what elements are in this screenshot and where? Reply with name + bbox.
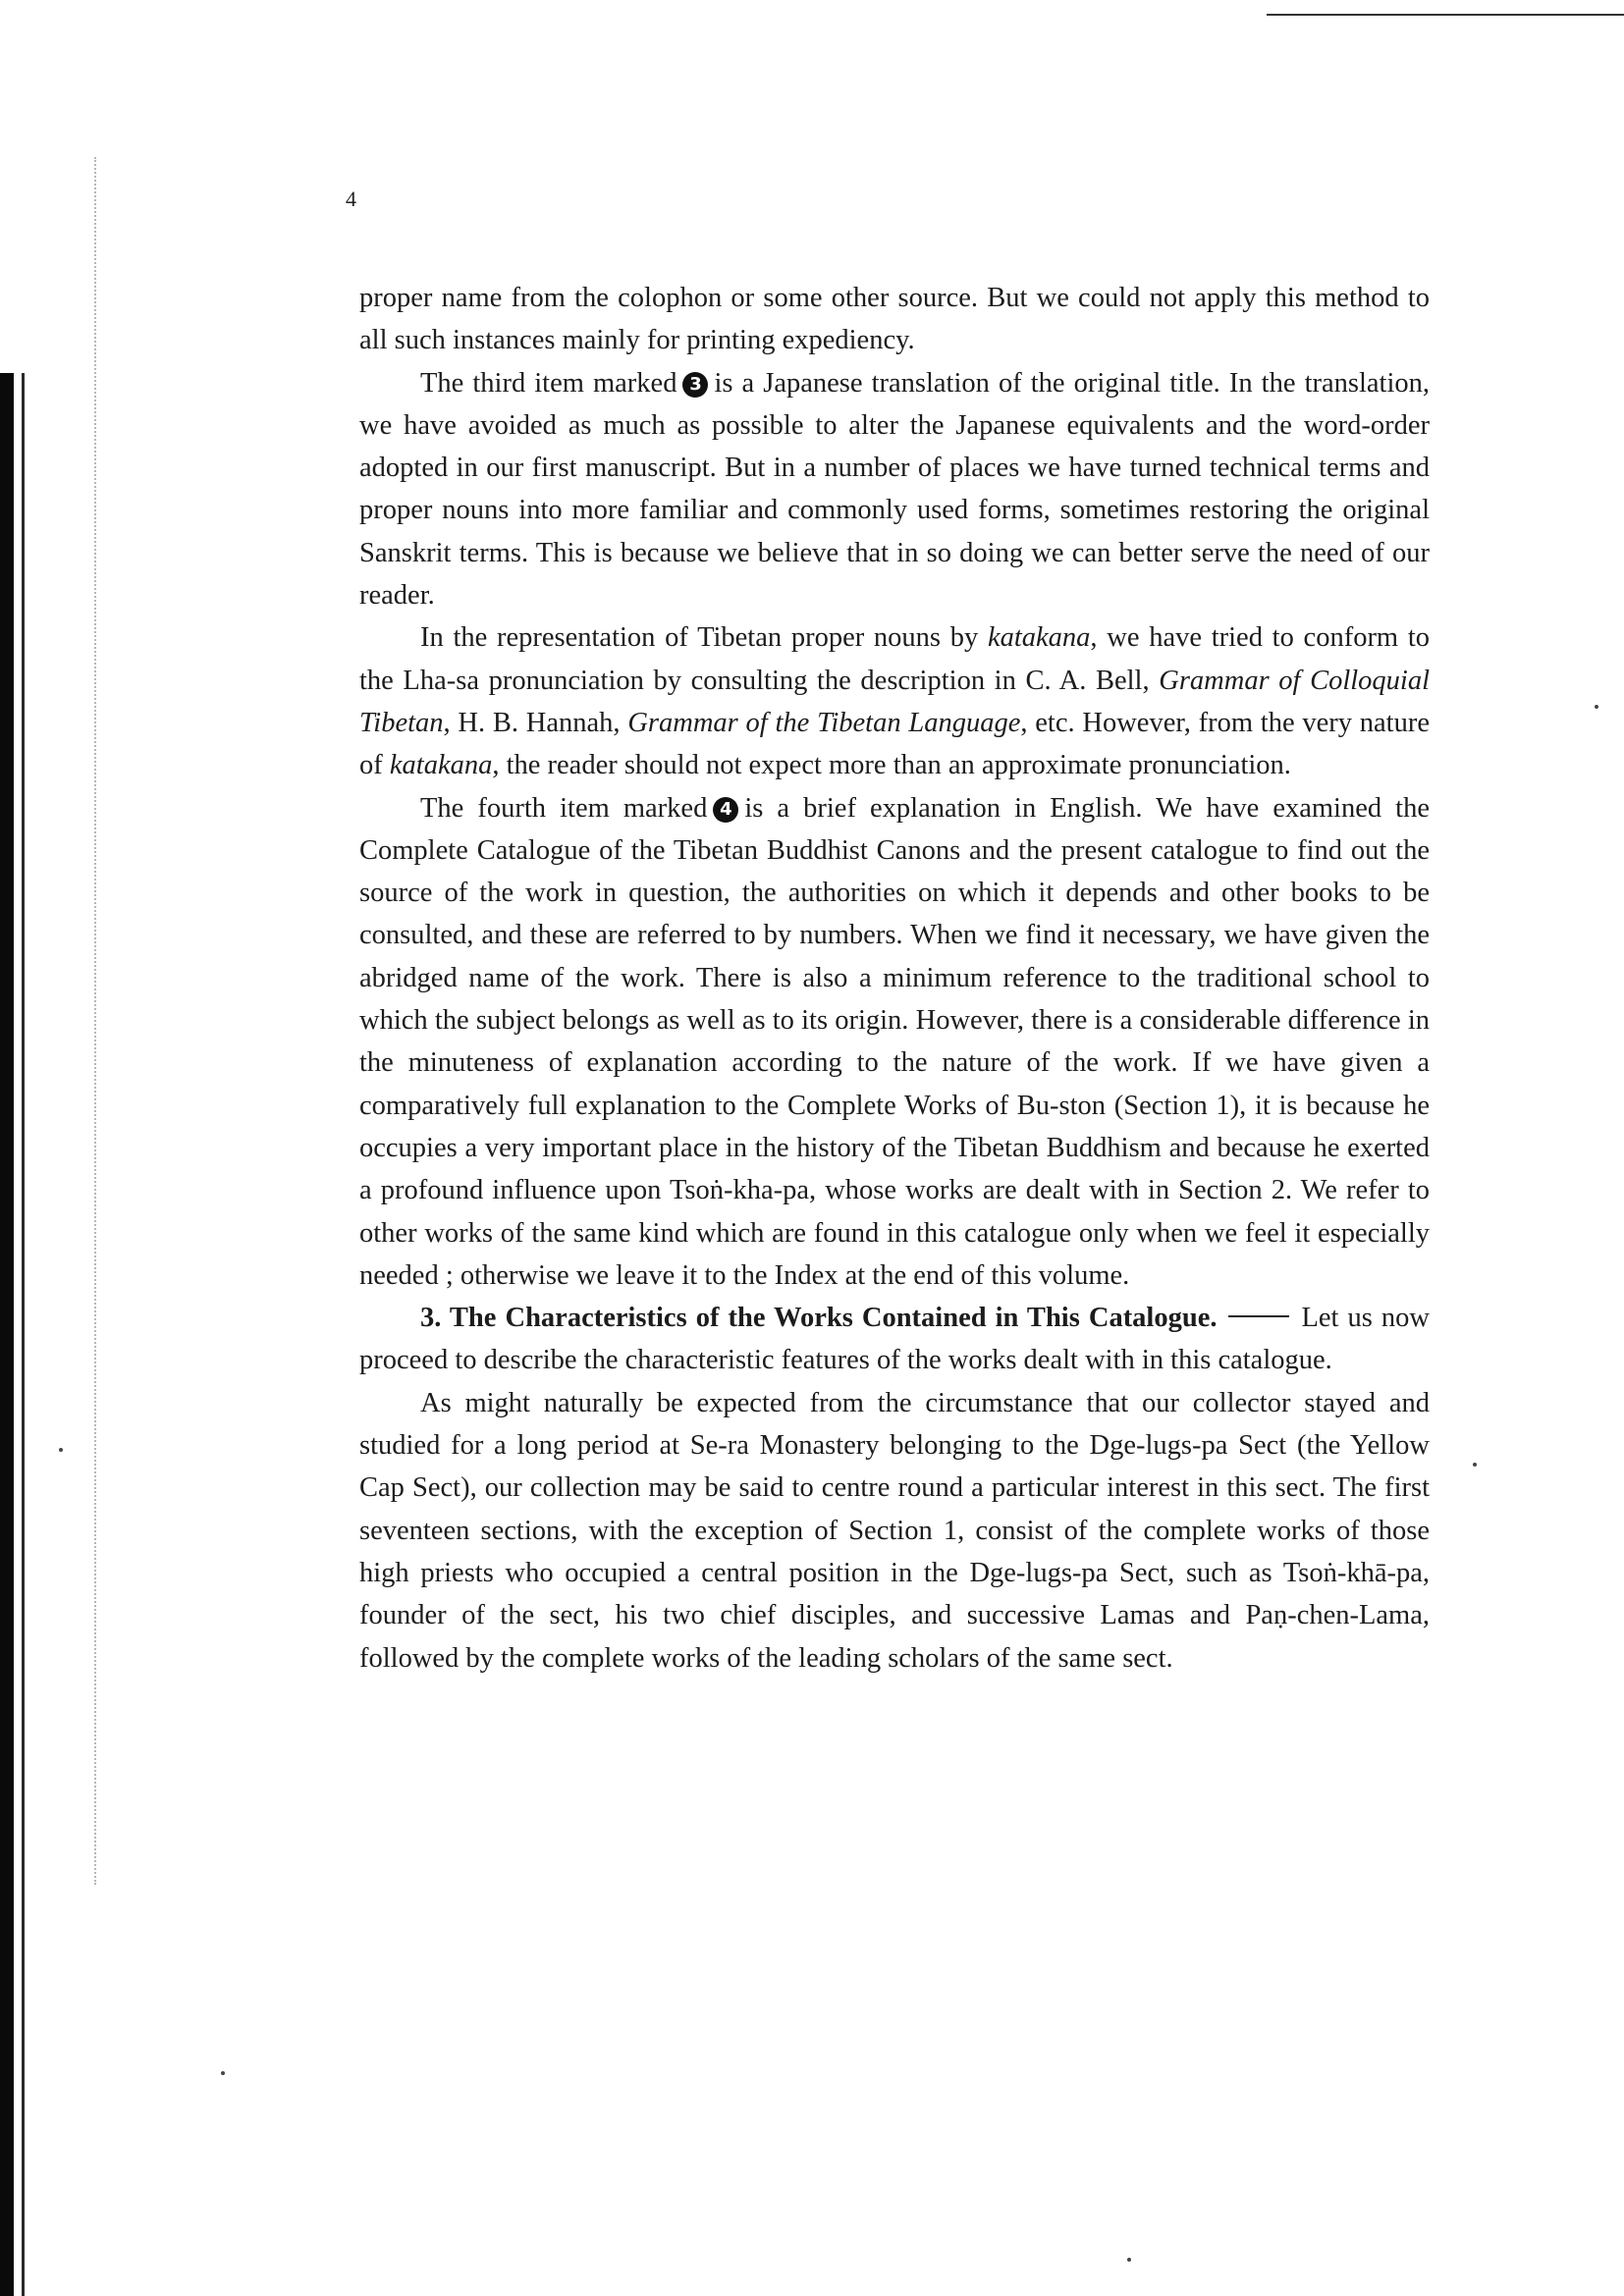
circled-number-3-icon: 3 [682, 372, 708, 398]
paragraph-5-text: Let us now proceed to describe the characteristic features of the works dealt with in this catalogue. [359, 1303, 1430, 1376]
scan-speck [1595, 705, 1598, 709]
paragraph-2 [359, 362, 1430, 617]
paragraph-4 [359, 787, 1430, 1298]
book-title-tibetan-language: Grammar of the Tibetan Language [627, 707, 1021, 738]
scan-speck [1127, 2258, 1131, 2262]
top-rule-line [1267, 14, 1624, 16]
scan-speck [221, 2071, 225, 2075]
scan-speck [1473, 1463, 1477, 1467]
paragraph-3-part-e: , the reader should not expect more than an approximate pronunciation. [492, 750, 1291, 781]
paragraph-3-lead: In the representation of Tibetan proper nouns by [420, 622, 979, 654]
paragraph-3-part-d: , etc. However, from the very nature of [359, 707, 1430, 781]
binding-shadow [94, 157, 126, 1885]
page-number: 4 [346, 187, 356, 211]
paragraph-2-lead: The third item marked [420, 367, 677, 399]
binding-edge [0, 373, 14, 2296]
paragraph-6-text: As might naturally be expected from the circumstance that our collector stayed and studied for a long period at Se-ra Monastery belonging to the Dge-lugs-pa Sect (the Yellow Cap Sect), our collection may be said to centre round a particular interest in this sect. The first seventeen sections, with the exception of Section 1, consist of the complete works of those high priests who occupied a central position in the Dge-lugs-pa Sect, such as Tsoṅ-khā-pa, founder of the sect, his two chief disciples, and successive Lamas and Paṇ-chen-Lama, followed by the complete works of the leading scholars of the same sect. [359, 1387, 1430, 1674]
binding-line [22, 373, 25, 2296]
paragraph-5 [359, 1297, 1430, 1382]
paragraph-1-text: proper name from the colophon or some other source. But we could not apply this method to all such instances mainly for printing expediency. [359, 283, 1430, 356]
paragraph-2-rest: is a Japanese translation of the original title. In the translation, we have avoided as much as possible to alter the Japanese equivalents and the word-order adopted in our first manuscript. But in a number of places we have turned technical terms and proper nouns into more familiar and commonly used forms, sometimes restoring the original Sanskrit terms. This is because we believe that in so doing we can better serve the need of our reader. [359, 367, 1430, 612]
paragraph-4-rest: is a brief explanation in English. We have examined the Complete Catalogue of the Tibetan Buddhist Canons and the present catalogue to find out the source of the work in question, the authorities on which it depends and other books to be consulted, and these are referred to by numbers. When we find it necessary, we have given the abridged name of the work. There is also a minimum reference to the traditional school to which the subject belongs as well as to its origin. However, there is a considerable difference in the minuteness of explanation according to the nature of the work. If we have given a comparatively full explanation to the Complete Works of Bu-ston (Section 1), it is because he occupies a very important place in the history of the Tibetan Buddhism and because he exerted a profound influence upon Tsoṅ-kha-pa, whose works are dealt with in Section 2. We refer to other works of the same kind which are found in this catalogue only when we feel it especially needed ; otherwise we leave it to the Index at the end of this volume. [359, 792, 1431, 1291]
paragraph-3 [359, 616, 1430, 786]
term-katakana: katakana [987, 622, 1091, 654]
paragraph-4-lead: The fourth item marked [420, 792, 708, 824]
paragraph-3-part-b: , we have tried to conform to the Lha-sa pronunciation by consulting the description in C. A. Bell, [359, 622, 1430, 696]
paragraph-6 [359, 1382, 1430, 1680]
circled-number-4-icon: 4 [713, 797, 738, 823]
section-heading: 3. The Characteristics of the Works Contained in This Catalogue. [420, 1303, 1218, 1334]
paragraph-3-part-c: , H. B. Hannah, [443, 707, 621, 738]
paragraph-1 [359, 277, 1430, 362]
term-katakana: katakana [389, 750, 493, 781]
scan-speck [59, 1448, 63, 1452]
body-text [359, 277, 1430, 1680]
em-dash-rule [1228, 1315, 1289, 1317]
book-title-colloquial-tibetan: Grammar of Colloquial Tibetan [359, 665, 1431, 738]
